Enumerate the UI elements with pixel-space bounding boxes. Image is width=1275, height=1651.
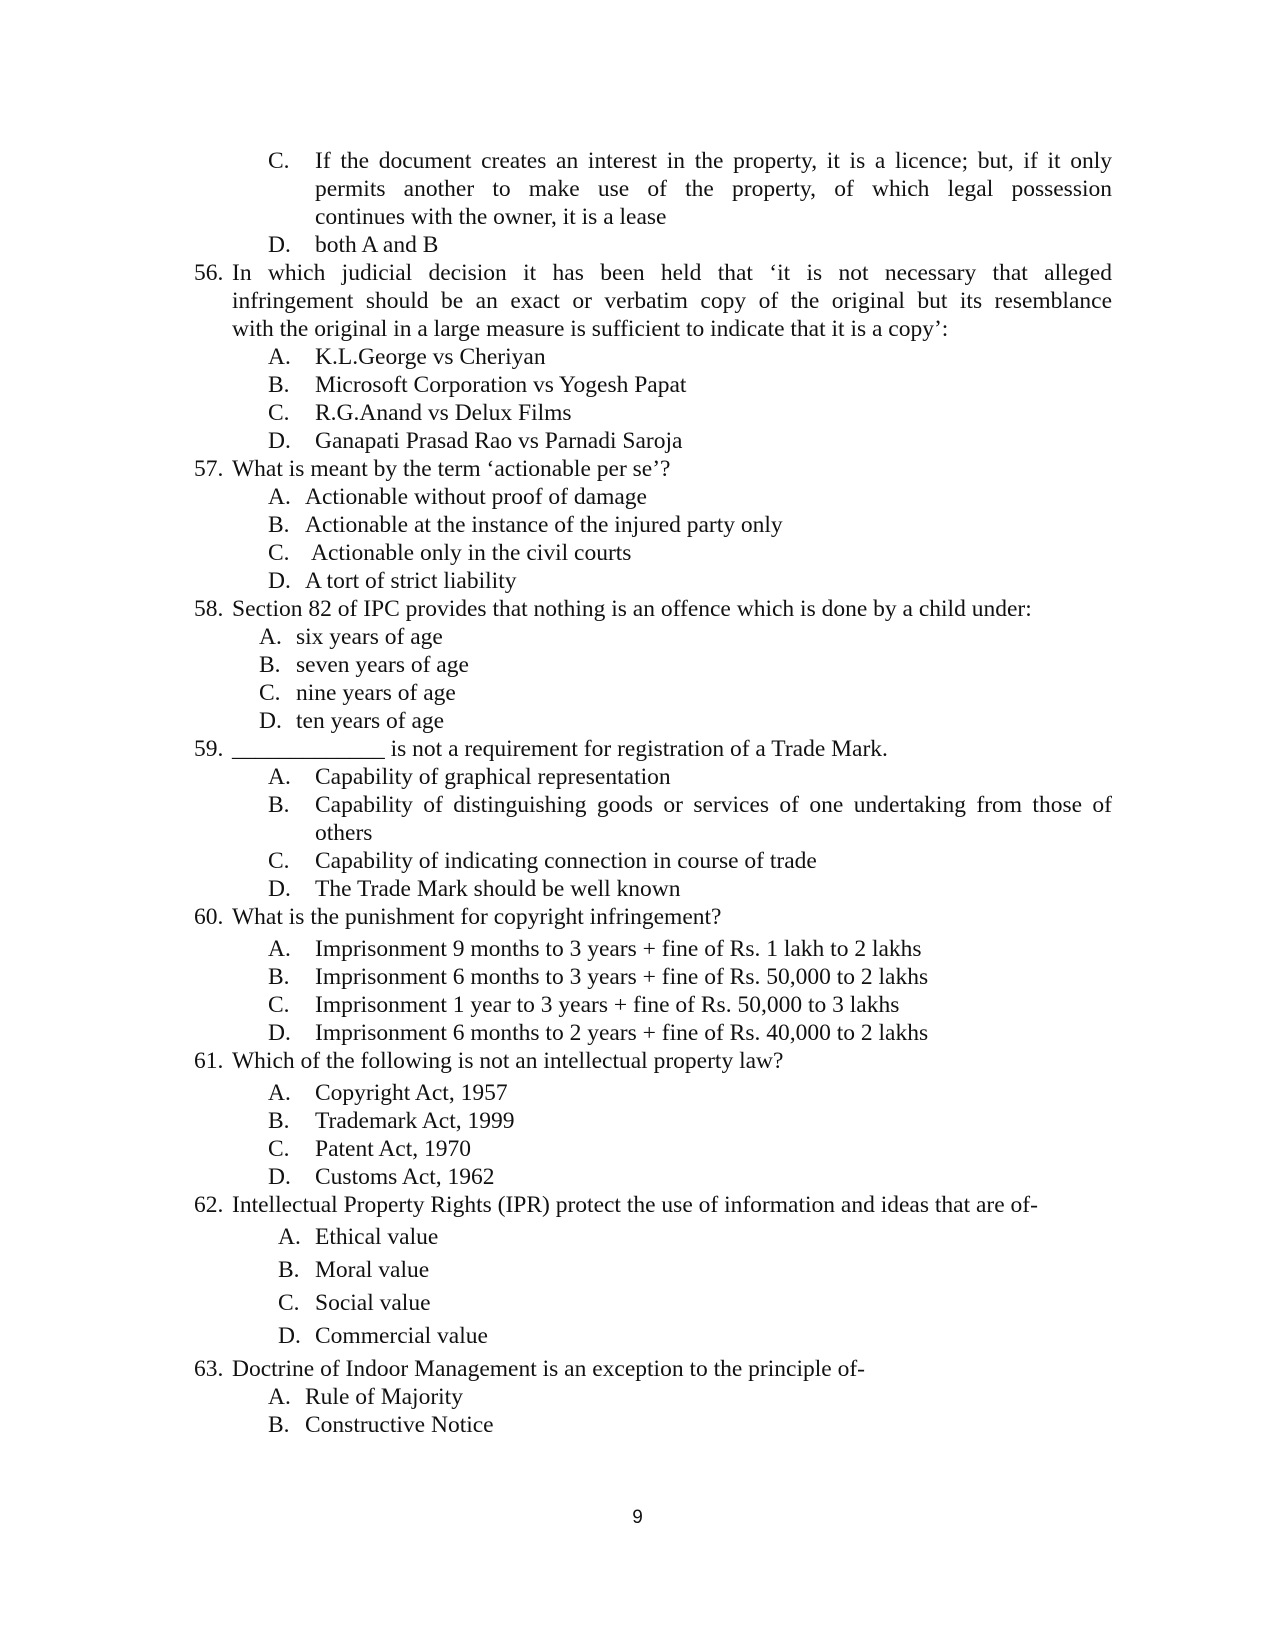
option-text: Trademark Act, 1999 (315, 1108, 515, 1134)
question-number: 59. (194, 736, 224, 762)
question-number: 60. (194, 904, 224, 930)
question-number: 61. (194, 1048, 224, 1074)
option-text: Capability of graphical representation (315, 764, 671, 790)
question-text: What is meant by the term ‘actionable per se’? (232, 456, 671, 482)
option-text: Rule of Majority (305, 1384, 463, 1410)
option-letter: B. (259, 652, 281, 678)
option-letter: A. (268, 1384, 291, 1410)
option-letter: A. (259, 624, 282, 650)
option-text: Actionable only in the civil courts (311, 540, 632, 566)
option-text: Capability of indicating connection in course of trade (315, 848, 817, 874)
option-text: continues with the owner, it is a lease (315, 204, 667, 230)
option-letter: B. (268, 512, 290, 538)
option-text: Constructive Notice (305, 1412, 494, 1438)
option-text: ten years of age (296, 708, 445, 734)
option-text: both A and B (315, 232, 439, 258)
option-text: Customs Act, 1962 (315, 1164, 495, 1190)
question-text: Which of the following is not an intellectual property law? (232, 1048, 784, 1074)
option-letter: A. (268, 936, 291, 962)
option-letter: C. (268, 1136, 290, 1162)
option-letter: B. (268, 792, 290, 818)
option-letter: B. (278, 1257, 300, 1283)
option-letter: C. (268, 400, 290, 426)
option-letter: C. (268, 848, 290, 874)
option-text: A tort of strict liability (305, 568, 517, 594)
option-text: Imprisonment 1 year to 3 years + fine of Rs. 50,000 to 3 lakhs (315, 992, 900, 1018)
option-letter: D. (268, 232, 291, 258)
option-letter: C. (268, 148, 290, 174)
option-text: seven years of age (296, 652, 469, 678)
option-text: Actionable at the instance of the injured party only (305, 512, 783, 538)
question-text: Intellectual Property Rights (IPR) protect the use of information and ideas that are of- (232, 1192, 1038, 1218)
option-text: Social value (315, 1290, 431, 1316)
option-letter: B. (268, 964, 290, 990)
option-letter: A. (268, 484, 291, 510)
option-text: K.L.George vs Cheriyan (315, 344, 546, 370)
question-number: 58. (194, 596, 224, 622)
question-text: In which judicial decision it has been held that ‘it is not necessary that alleged (232, 260, 1112, 286)
option-letter: D. (268, 428, 291, 454)
page-number: 9 (632, 1507, 643, 1528)
option-letter: C. (268, 540, 290, 566)
option-text: others (315, 820, 373, 846)
question-text: _____________ is not a requirement for registration of a Trade Mark. (232, 736, 888, 762)
question-number: 63. (194, 1356, 224, 1382)
question-text: infringement should be an exact or verbatim copy of the original but its resemblance (232, 288, 1112, 314)
option-letter: D. (268, 876, 291, 902)
option-text: Ethical value (315, 1224, 439, 1250)
option-text: Patent Act, 1970 (315, 1136, 471, 1162)
option-letter: D. (268, 568, 291, 594)
question-number: 62. (194, 1192, 224, 1218)
option-text: six years of age (296, 624, 443, 650)
question-text: What is the punishment for copyright infringement? (232, 904, 722, 930)
option-text: permits another to make use of the property, of which legal possession (315, 176, 1112, 202)
question-text: with the original in a large measure is sufficient to indicate that it is a copy’: (232, 316, 949, 342)
question-number: 57. (194, 456, 224, 482)
option-letter: B. (268, 372, 290, 398)
option-text: R.G.Anand vs Delux Films (315, 400, 572, 426)
option-letter: A. (278, 1224, 301, 1250)
option-text: Actionable without proof of damage (305, 484, 647, 510)
option-text: nine years of age (296, 680, 456, 706)
option-letter: D. (278, 1323, 301, 1349)
option-text: The Trade Mark should be well known (315, 876, 681, 902)
option-text: Imprisonment 9 months to 3 years + fine of Rs. 1 lakh to 2 lakhs (315, 936, 922, 962)
option-text: If the document creates an interest in the property, it is a licence; but, if it only (315, 148, 1112, 174)
option-letter: C. (268, 992, 290, 1018)
option-text: Ganapati Prasad Rao vs Parnadi Saroja (315, 428, 683, 454)
option-text: Commercial value (315, 1323, 488, 1349)
option-text: Microsoft Corporation vs Yogesh Papat (315, 372, 687, 398)
question-text: Section 82 of IPC provides that nothing is an offence which is done by a child under: (232, 596, 1032, 622)
option-letter: A. (268, 764, 291, 790)
option-letter: C. (278, 1290, 300, 1316)
option-letter: B. (268, 1108, 290, 1134)
option-letter: D. (268, 1164, 291, 1190)
option-text: Copyright Act, 1957 (315, 1080, 508, 1106)
question-text: Doctrine of Indoor Management is an exception to the principle of- (232, 1356, 865, 1382)
option-letter: C. (259, 680, 281, 706)
option-letter: D. (259, 708, 282, 734)
option-text: Imprisonment 6 months to 2 years + fine of Rs. 40,000 to 2 lakhs (315, 1020, 929, 1046)
question-number: 56. (194, 260, 224, 286)
option-text: Capability of distinguishing goods or services of one undertaking from those of (315, 792, 1112, 818)
option-letter: B. (268, 1412, 290, 1438)
option-letter: A. (268, 344, 291, 370)
option-text: Imprisonment 6 months to 3 years + fine of Rs. 50,000 to 2 lakhs (315, 964, 929, 990)
option-letter: A. (268, 1080, 291, 1106)
option-letter: D. (268, 1020, 291, 1046)
option-text: Moral value (315, 1257, 430, 1283)
